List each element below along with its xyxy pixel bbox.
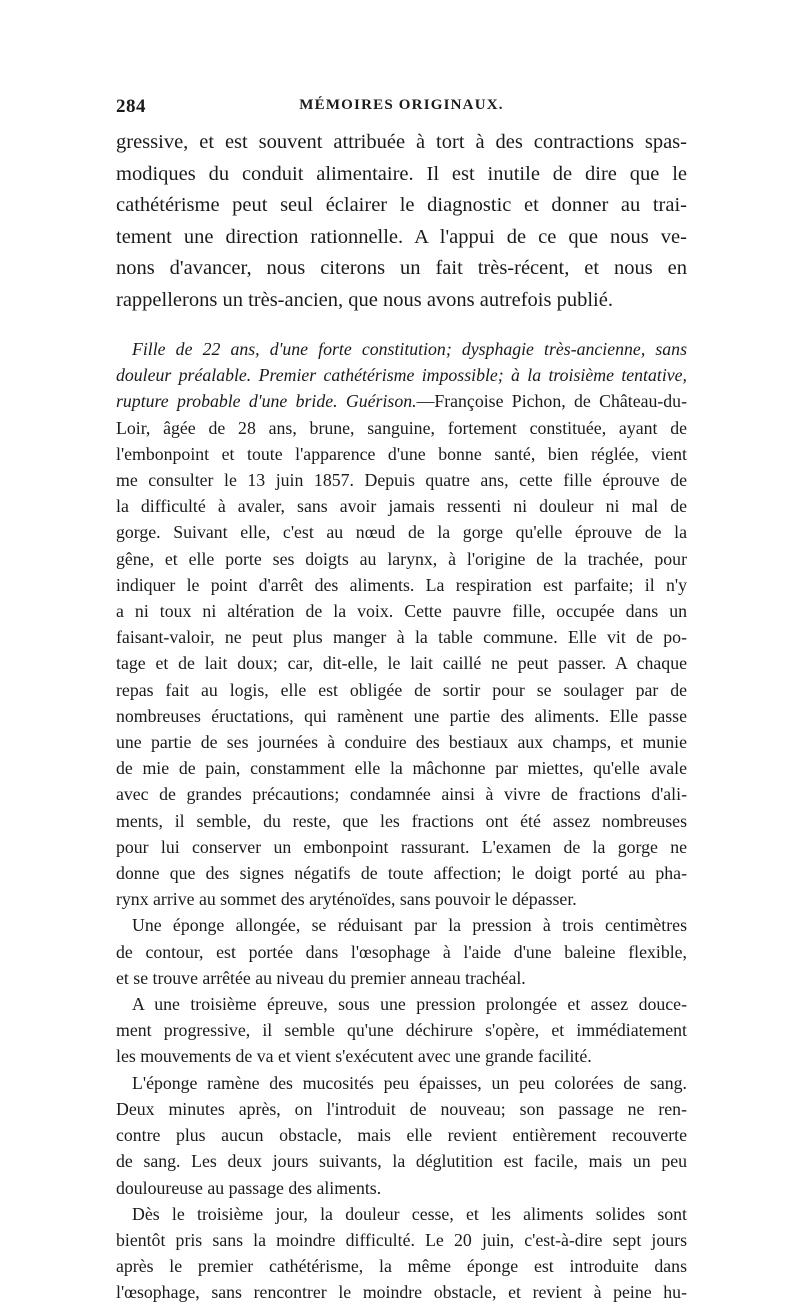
case-title-line: Fille de 22 ans, d'une forte constitution; dysphagie très-ancienne, sans [132,339,687,359]
text-line: nons d'avancer, nous citerons un fait très-récent, et nous en [116,257,687,279]
running-head: MÉMOIRES ORIGINAUX. [299,97,504,113]
text-line: ments, il semble, du reste, que les fractions ont été assez nombreuses [116,810,687,831]
case-title-italic: rupture probable d'une bride. Guérison. [116,391,417,412]
text-line: rappellerons un très-ancien, que nous avons autrefois publié. [116,288,613,311]
text-line: cathétérisme peut seul éclairer le diagnostic et donner au trai- [116,194,687,216]
page-number: 284 [116,96,146,117]
text-line: après le premier cathétérisme, la même éponge est introduite dans [116,1256,687,1277]
text-line: douloureuse au passage des aliments. [116,1177,382,1198]
intro-paragraph [116,127,687,316]
text-line: gêne, et elle porte ses doigts au larynx, à l'origine de la trachée, pour [116,548,687,569]
text-line: donne que des signes négatifs de toute affection; le doigt porté au pha- [116,863,687,884]
text-line: la difficulté à avaler, sans avoir jamais ressenti ni douleur ni mal de [116,496,687,517]
text-line: a ni toux ni altération de la voix. Cette pauvre fille, occupée dans un [116,601,687,622]
text-line: tage et de lait doux; car, dit-elle, le lait caillé ne peut passer. A chaque [116,653,687,674]
page-body [116,127,687,1306]
page-header [116,96,687,124]
text-line: nombreuses éructations, qui ramènent une partie des aliments. Elle passe [116,705,687,726]
text-line: Une éponge allongée, se réduisant par la pression à trois centimètres [132,915,687,936]
text-line: l'œsophage, sans rencontrer le moindre obstacle, et revient à peine hu- [116,1282,687,1303]
case-patient-intro: —Françoise Pichon, de Château-du- [416,391,687,412]
text-line: de mie de pain, constamment elle la mâchonne par miettes, qu'elle avale [116,758,687,779]
text-line: repas fait au logis, elle est obligée de sortir pour se soulager par de [116,679,687,700]
text-line: l'embonpoint et toute l'apparence d'une bonne santé, bien réglée, vient [116,443,687,464]
text-line: les mouvements de va et vient s'exécutent avec une grande facilité. [116,1046,592,1067]
text-line: faisant-valoir, ne peut plus manger à la table commune. Elle vit de po- [116,627,687,648]
text-line: de contour, est portée dans l'œsophage à l'aide d'une baleine flexible, [116,941,687,962]
text-line: Loir, âgée de 28 ans, brune, sanguine, fortement constituée, ayant de [116,417,687,438]
case-title-line: douleur préalable. Premier cathétérisme impossible; à la troisième tentative, [116,365,687,386]
text-line: contre plus aucun obstacle, mais elle revient entièrement recouverte [116,1125,687,1146]
text-line: et se trouve arrêtée au niveau du premier anneau trachéal. [116,967,526,988]
text-line: rynx arrive au sommet des aryténoïdes, sans pouvoir le dépasser. [116,889,577,910]
text-line: pour lui conserver un embonpoint rassurant. L'examen de la gorge ne [116,836,687,857]
text-line: gressive, et est souvent attribuée à tort à des contractions spas- [116,131,687,153]
text-line: ment progressive, il semble qu'une déchirure s'opère, et immédiatement [116,1020,687,1041]
text-line: modiques du conduit alimentaire. Il est inutile de dire que le [116,162,687,185]
text-line: une partie de ses journées à conduire des bestiaux aux champs, et munie [116,732,687,753]
text-line: A une troisième épreuve, sous une pression prolongée et assez douce- [132,994,687,1015]
text-line: avec de grandes précautions; condamnée ainsi à vivre de fractions d'ali- [116,784,687,805]
text-line: bientôt pris sans la moindre difficulté. Le 20 juin, c'est-à-dire sept jours [116,1229,687,1250]
text-line: gorge. Suivant elle, c'est au nœud de la gorge qu'elle éprouve de la [116,522,687,543]
text-line: Deux minutes après, on l'introduit de nouveau; son passage ne ren- [116,1098,687,1119]
text-line: indiquer le point d'arrêt des aliments. La respiration est parfaite; il n'y [116,574,687,595]
text-line: L'éponge ramène des mucosités peu épaisses, un peu colorées de sang. [132,1072,687,1093]
text-line: tement une direction rationnelle. A l'appui de ce que nous ve- [116,225,687,248]
text-line: Dès le troisième jour, la douleur cesse, et les aliments solides sont [132,1203,687,1224]
text-line: de sang. Les deux jours suivants, la déglutition est facile, mais un peu [116,1151,687,1172]
case-title-final-line [116,388,687,414]
text-line: me consulter le 13 juin 1857. Depuis quatre ans, cette fille éprouve de [116,470,687,491]
case-report [116,336,687,1306]
